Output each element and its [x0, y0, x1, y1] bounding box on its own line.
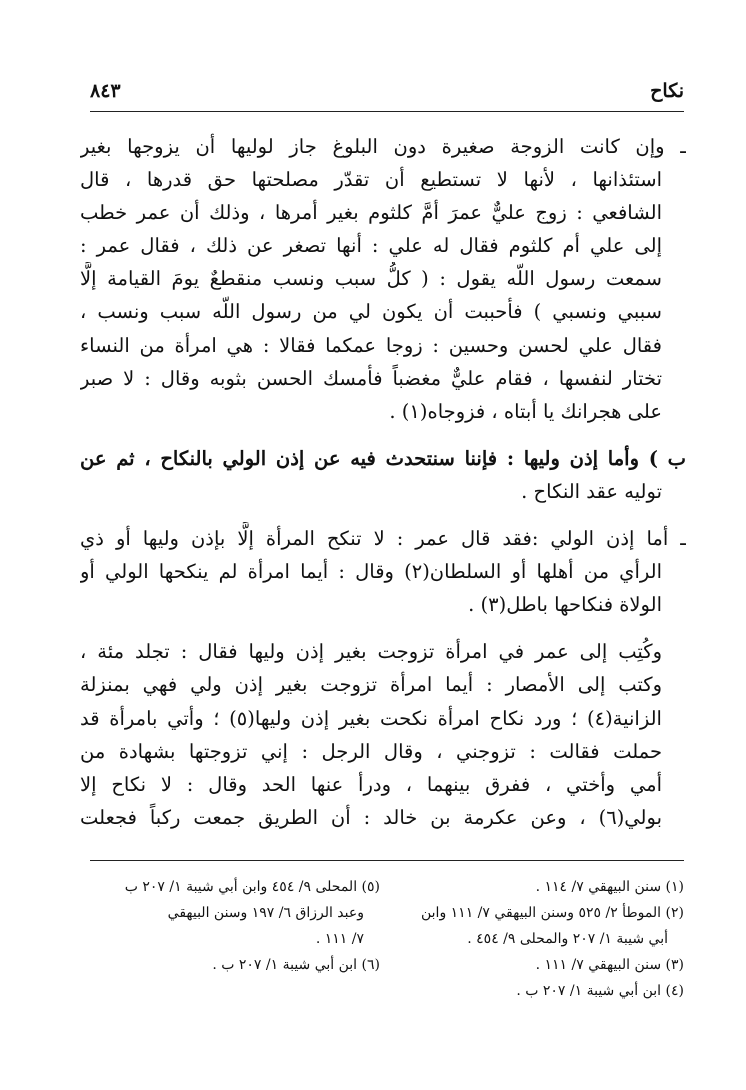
footnote-continuation: ٧/ ١١١ . — [315, 931, 364, 947]
text-line: سمعت رسول اللّه يقول : ( كلُّ سبب ونسب منقطعٌ يومَ القيامة إلَّا — [80, 267, 662, 291]
text-line: ـ أما إذن الولي :فقد قال عمر : لا تنكح المرأة إلَّا بإذن وليها أو ذي — [80, 527, 686, 551]
text-line: الزانية(٤) ؛ ورد نكاح امرأة نكحت بغير إذن وليها(٥) ؛ وأتي بامرأة قد — [80, 706, 662, 730]
text-line: الشافعي : زوج عليٌّ عمرَ أمَّ كلثوم بغير أمرها ، وذلك أن عمر خطب — [80, 201, 662, 225]
text-line: سببي ونسبي ) فأحببت أن يكون لي من رسول اللّه سبب ونسب ، — [80, 300, 662, 324]
text-line: حملت فقالت : تزوجني ، وقال الرجل : إني تزوجتها بشهادة من — [80, 739, 662, 763]
footnotes-left-column — [90, 874, 380, 1004]
text-line: وكتب إلى الأمصار : أيما امرأة تزوجت بغير إذن ولي فهي بمنزلة — [80, 673, 662, 697]
paragraph-young-wife — [80, 130, 686, 428]
text-line: بولي(٦) ، وعن عكرمة بن خالد : أن الطريق جمعت ركباً فجعلت — [80, 805, 662, 829]
text-line: إلى علي أم كلثوم فقال له علي : أنها تصغر عن ذلك ، فقال عمر : — [80, 234, 662, 258]
footnote-continuation: وعبد الرزاق ٦/ ١٩٧ وسنن البيهقي — [167, 905, 364, 921]
text-line: الولاة فنكاحها باطل(٣) . — [468, 593, 662, 617]
footnote: (٣) سنن البيهقي ٧/ ١١١ . — [535, 957, 684, 973]
header-rule — [90, 111, 684, 112]
footnote-rule — [90, 860, 684, 861]
paragraph-permission-of-guardian — [80, 522, 686, 621]
main-text — [80, 130, 686, 848]
text-line: وكُتِب إلى عمر في امرأة تزوجت بغير إذن وليها فقال : تجلد مئة ، — [80, 640, 662, 664]
text-line: أمي وأختي ، ففرق بينهما ، ودرأ عنها الحد وقال : لا نكاح إلا — [80, 772, 662, 796]
text-line: ب ) وأما إذن وليها : فإننا سنتحدث فيه عن إذن الولي بالنكاح ، ثم عن — [80, 446, 686, 470]
paragraph-umar-rulings — [80, 635, 686, 834]
text-line: تختار لنفسها ، فقام عليٌّ مغضباً فأمسك الحسن بثوبه وقال : لا صبر — [80, 366, 662, 390]
page-number: ٨٤٣ — [90, 80, 121, 102]
footnote: (٢) الموطأ ٢/ ٥٢٥ وسنن البيهقي ٧/ ١١١ وابن — [421, 905, 684, 921]
footnote: (١) سنن البيهقي ٧/ ١١٤ . — [535, 879, 684, 895]
footnote-continuation: أبي شيبة ١/ ٢٠٧ والمحلى ٩/ ٤٥٤ . — [467, 931, 668, 947]
text-line: الرأي من أهلها أو السلطان(٢) وقال : أيما امرأة لم ينكحها الولي أو — [80, 560, 662, 584]
running-title: نكاح — [650, 80, 684, 102]
text-line: استئذانها ، لأنها لا تستطيع أن تقدّر مصلحتها حق قدرها ، قال — [80, 168, 662, 192]
footnotes — [90, 874, 684, 1004]
text-line: على هجرانك يا أبتاه ، فزوجاه(١) . — [389, 399, 662, 423]
running-header — [90, 80, 684, 102]
footnote: (٤) ابن أبي شيبة ١/ ٢٠٧ ب . — [516, 983, 684, 999]
footnote: (٥) المحلى ٩/ ٤٥٤ وابن أبي شيبة ١/ ٢٠٧ ب — [124, 879, 380, 895]
text-line: ـ وإن كانت الزوجة صغيرة دون البلوغ جاز لوليها أن يزوجها بغير — [80, 135, 686, 158]
paragraph-guardian-permission — [80, 442, 686, 508]
text-line: فقال علي لحسن وحسين : زوجا عمكما فقالا : هي امرأة من النساء — [80, 333, 662, 357]
footnotes-right-column — [394, 874, 684, 1004]
footnote: (٦) ابن أبي شيبة ١/ ٢٠٧ ب . — [212, 957, 380, 973]
text-line: توليه عقد النكاح . — [521, 479, 662, 503]
